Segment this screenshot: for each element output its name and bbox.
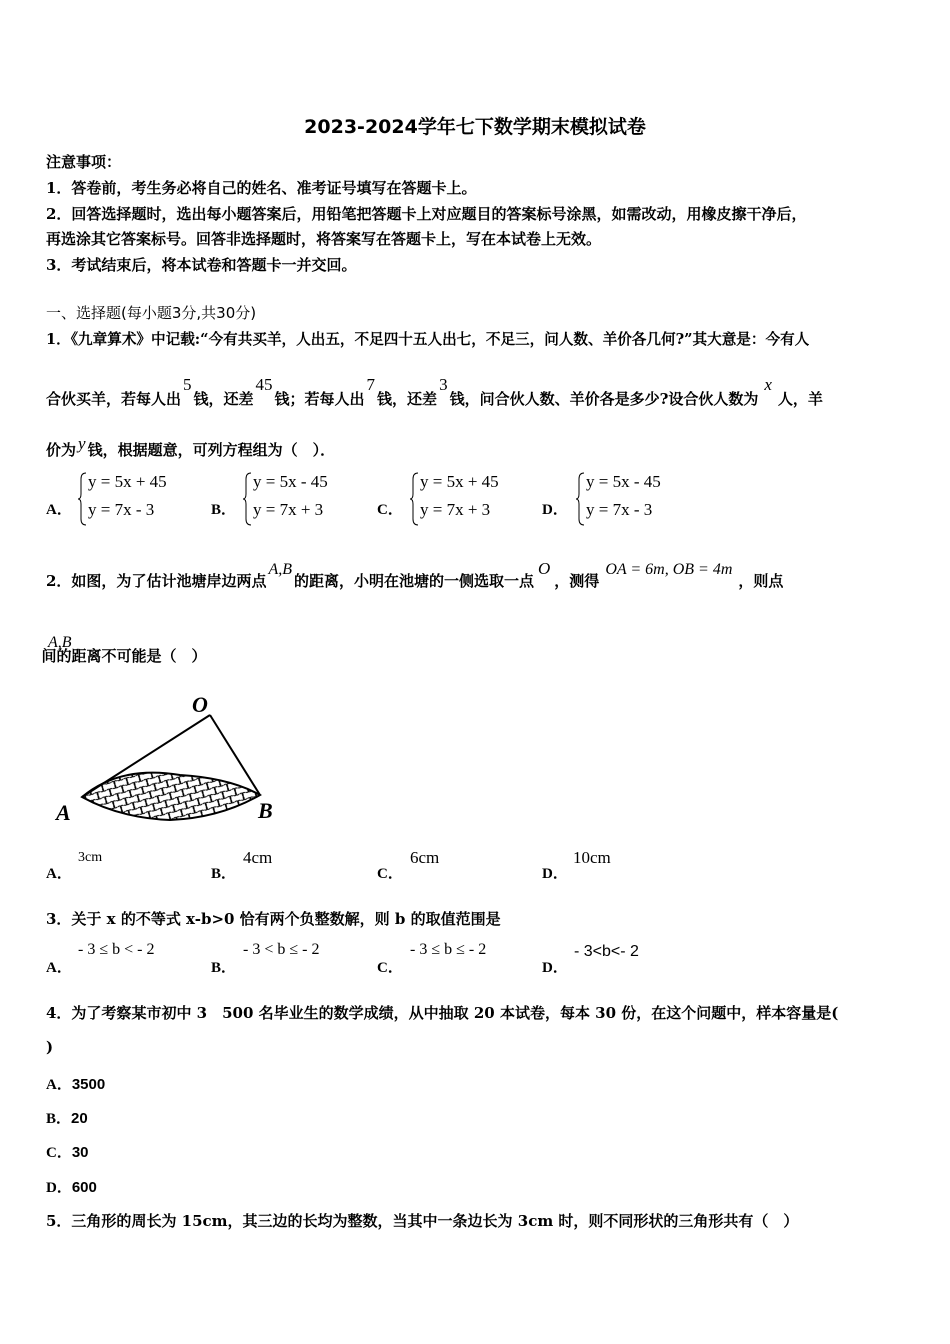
q2-option-b-label: B． — [211, 866, 237, 882]
notice-item-2b: 再选涂其它答案标号。回答非选择题时，将答案写在答题卡上，写在本试卷上无效。 — [46, 230, 602, 248]
option-value: 3500 — [71, 1076, 106, 1093]
q1-variable: y — [78, 434, 86, 453]
q2-line2 — [41, 634, 207, 665]
section-heading: 一、选择题(每小题3分,共30分) — [46, 304, 257, 322]
q2-option-c-value: 6cm — [410, 848, 440, 867]
page-title: 2023-2024学年七下数学期末模拟试卷 — [304, 116, 646, 138]
q1-line2 — [46, 375, 823, 409]
q2-option-b-value: 4cm — [243, 848, 273, 867]
q2-option-a-label: A． — [46, 866, 72, 882]
q1-option-d-label: D． — [542, 502, 568, 518]
q1-text: 价为 — [46, 441, 77, 459]
option-label: D． — [46, 1180, 72, 1196]
q5-text: 5．三角形的周长为 15cm，其三边的长均为整数，当其中一条边长为 3cm 时，则不同形状的三角形共有（ ） — [46, 1212, 799, 1230]
q2-text: ，则点 — [738, 572, 784, 590]
brace-icon — [243, 472, 253, 526]
q2-line1 — [46, 559, 784, 591]
equation: y = 5x - 45 — [253, 472, 328, 491]
q1-text: 钱；若每人出 — [274, 390, 365, 408]
notice-heading: 注意事项： — [46, 153, 122, 171]
notice-item-3: 3．考试结束后，将本试卷和答题卡一并交回。 — [46, 256, 357, 274]
q1-text: 钱，还差 — [377, 390, 438, 408]
q2-text: 的距离，小明在池塘的一侧选取一点 — [294, 572, 535, 590]
equation: y = 7x - 3 — [88, 500, 155, 519]
brace-icon — [410, 472, 420, 526]
q1-value: 3 — [439, 375, 448, 394]
q1-text: 钱，根据题意，可列方程组为（ ）． — [87, 441, 336, 459]
q1-value: 7 — [366, 375, 376, 394]
option-label: C． — [46, 1145, 72, 1161]
q3-option-d-value: - 3<b<- 2 — [574, 943, 639, 960]
equation: y = 7x - 3 — [586, 500, 653, 519]
notice-item-1: 1．答卷前，考生务必将自己的姓名、准考证号填写在答题卡上。 — [46, 179, 477, 197]
q3-option-c-value: - 3 ≤ b ≤ - 2 — [410, 941, 487, 958]
q1-value: 45 — [255, 375, 273, 394]
q1-text: 钱，还差 — [193, 390, 254, 408]
q2-option-d-value: 10cm — [573, 848, 611, 867]
option-label: A． — [46, 1077, 72, 1093]
q4-option-c — [46, 1141, 89, 1162]
equation: y = 7x + 3 — [253, 500, 324, 519]
q2-points: A,B — [268, 561, 292, 578]
q4-option-d — [46, 1176, 97, 1197]
equation: y = 5x + 45 — [420, 472, 499, 491]
q1-value: 5 — [183, 375, 192, 394]
q3-option-a-value: - 3 ≤ b < - 2 — [78, 941, 155, 958]
point-b-label: B — [258, 798, 273, 823]
q4-line2: ) — [46, 1038, 54, 1056]
q4-option-b — [46, 1107, 88, 1128]
q1-text: 钱，问合伙人数、羊价各是多少?设合伙人数为 — [449, 390, 759, 408]
q1-option-c-label: C． — [377, 502, 403, 518]
equation: y = 5x - 45 — [586, 472, 661, 491]
q4-option-a — [46, 1073, 105, 1094]
q1-text: 人，羊 — [777, 390, 823, 408]
option-value: 30 — [71, 1144, 89, 1161]
q2-measure: OA = 6m, OB = 4m — [605, 561, 733, 578]
q2-option-c-label: C． — [377, 866, 403, 882]
q3-option-b-label: B． — [211, 960, 237, 976]
equation: y = 5x + 45 — [88, 472, 167, 491]
q1-line3 — [46, 434, 336, 460]
point-o-label: O — [192, 692, 208, 717]
q2-option-a-value: 3cm — [78, 850, 103, 865]
brace-icon — [576, 472, 586, 526]
q3-option-b-value: - 3 < b ≤ - 2 — [243, 941, 320, 958]
q1-variable: x — [764, 375, 772, 394]
q2-points: A,B — [48, 634, 72, 651]
q2-text: 间的距离不可能是（ ） — [41, 647, 207, 665]
q1-line1: 1．《九章算术》中记载:“今有共买羊，人出五，不足四十五人出七，不足三，问人数、羊价各几何?”其大意是：今有人 — [46, 331, 810, 348]
q3-option-d-label: D． — [542, 960, 568, 976]
notice-item-2a: 2．回答选择题时，选出每小题答案后，用铅笔把答题卡上对应题目的答案标号涂黑，如需改动，用橡皮擦干净后， — [46, 205, 807, 223]
q3-text: 3．关于 x 的不等式 x-b>0 恰有两个负整数解，则 b 的取值范围是 — [46, 910, 501, 928]
q3-option-c-label: C． — [377, 960, 403, 976]
q2-text: ，测得 — [554, 572, 600, 590]
q3-option-a-label: A． — [46, 960, 72, 976]
brace-icon — [78, 472, 88, 526]
equation: y = 7x + 3 — [420, 500, 491, 519]
q4-line1: 4．为了考察某市初中 3 500 名毕业生的数学成绩，从中抽取 20 本试卷，每本 30 份，在这个问题中，样本容量是( — [46, 1004, 839, 1022]
q1-option-b-label: B． — [211, 502, 237, 518]
q2-text: 2．如图，为了估计池塘岸边两点 — [46, 572, 267, 590]
q2-point: O — [538, 559, 551, 578]
q1-option-a-label: A． — [46, 502, 72, 518]
option-value: 20 — [71, 1110, 88, 1127]
point-a-label: A — [56, 800, 71, 825]
option-label: B． — [46, 1111, 72, 1127]
q2-option-d-label: D． — [542, 866, 568, 882]
pond-figure — [50, 690, 290, 830]
option-value: 600 — [71, 1179, 97, 1196]
q1-text: 合伙买羊，若每人出 — [46, 390, 182, 408]
